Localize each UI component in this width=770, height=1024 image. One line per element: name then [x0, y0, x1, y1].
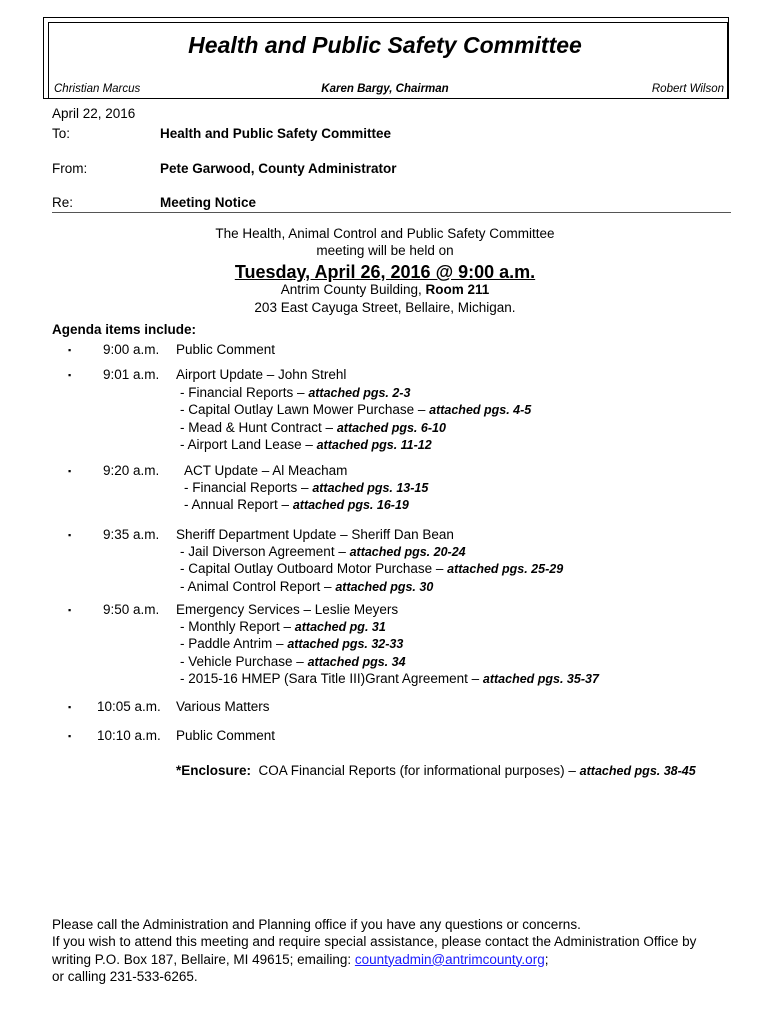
agenda-bullet: ▪ — [68, 530, 72, 540]
agenda-subitem — [180, 402, 531, 417]
agenda-time: 10:10 a.m. — [97, 728, 161, 743]
agenda-subitem-attachment: attached pgs. 11-12 — [316, 437, 432, 452]
agenda-subitem-text: - Financial Reports – — [180, 385, 309, 400]
footer-line-2: If you wish to attend this meeting and require special assistance, please contact the Administration Office by — [52, 934, 697, 950]
agenda-bullet: ▪ — [68, 466, 72, 476]
agenda-subitem — [180, 654, 406, 669]
agenda-subitem-text: - Financial Reports – — [184, 480, 313, 495]
enclosure-attachment: attached pgs. 38-45 — [579, 764, 696, 778]
agenda-subitem-attachment: attached pgs. 34 — [307, 654, 406, 669]
agenda-bullet: ▪ — [68, 345, 72, 355]
enclosure-line — [176, 763, 696, 778]
agenda-bullet: ▪ — [68, 702, 72, 712]
agenda-subitem — [180, 671, 599, 686]
agenda-bullet: ▪ — [68, 605, 72, 615]
member-left: Christian Marcus — [54, 83, 141, 95]
agenda-bullet: ▪ — [68, 731, 72, 741]
agenda-topic: Public Comment — [176, 728, 276, 743]
meeting-date-time: Tuesday, April 26, 2016 @ 9:00 a.m. — [234, 262, 536, 282]
from-value: Pete Garwood, County Administrator — [160, 161, 397, 176]
agenda-bullet: ▪ — [68, 370, 72, 380]
re-value: Meeting Notice — [160, 195, 257, 210]
notice-line-2: meeting will be held on — [316, 243, 454, 258]
agenda-subitem-text: - Vehicle Purchase – — [180, 653, 308, 669]
to-label: To: — [52, 126, 71, 141]
agenda-subitem — [184, 480, 428, 495]
agenda-subitem-attachment: attached pgs. 32-33 — [287, 637, 404, 652]
footer-contact — [52, 916, 696, 985]
to-value: Health and Public Safety Committee — [160, 126, 392, 141]
agenda-subitem — [180, 579, 433, 594]
meeting-address: 203 East Cayuga Street, Bellaire, Michigan. — [254, 300, 516, 315]
agenda-subitem-attachment: attached pgs. 6-10 — [336, 420, 446, 435]
agenda-time: 9:00 a.m. — [103, 342, 160, 357]
memo-divider — [52, 212, 731, 213]
agenda-subitem-text: - Jail Diverson Agreement – — [180, 544, 350, 559]
agenda-time: 9:50 a.m. — [103, 602, 160, 617]
email-link[interactable]: countyadmin@antrimcounty.org — [354, 951, 545, 967]
agenda-subitem-attachment: attached pg. 31 — [294, 620, 386, 634]
agenda-subitem-attachment: attached pgs. 30 — [335, 579, 434, 594]
agenda-subitem-attachment: attached pgs. 20-24 — [349, 545, 466, 559]
agenda-subitem-attachment: attached pgs. 16-19 — [292, 498, 409, 513]
agenda-time: 9:35 a.m. — [103, 527, 160, 542]
agenda-heading: Agenda items include: — [52, 322, 197, 337]
footer-line-3 — [52, 951, 696, 968]
agenda-subitem — [180, 561, 563, 576]
member-chairman: Karen Bargy, Chairman — [321, 83, 449, 95]
agenda-subitem-text: - Capital Outlay Outboard Motor Purchase – — [180, 561, 448, 577]
agenda-subitem-text: - Airport Land Lease – — [180, 436, 317, 452]
agenda-subitem-text: - 2015-16 HMEP (Sara Title III)Grant Agreement – — [180, 670, 483, 686]
location-prefix: Antrim County Building, — [280, 282, 426, 297]
footer-line-1: Please call the Administration and Planning office if you have any questions or concerns. — [52, 917, 581, 932]
footer-line-3-suffix: ; — [544, 951, 549, 967]
agenda-topic: ACT Update – Al Meacham — [184, 463, 348, 478]
agenda-subitem — [180, 636, 403, 651]
agenda-subitem — [184, 497, 409, 512]
agenda-topic: Public Comment — [176, 342, 276, 357]
agenda-topic: Various Matters — [176, 699, 270, 714]
enclosure-text: COA Financial Reports (for informational purposes) – — [251, 763, 580, 778]
agenda-subitem — [180, 385, 410, 400]
agenda-subitem — [180, 420, 446, 435]
agenda-subitem-attachment: attached pgs. 25-29 — [447, 562, 564, 577]
memo-date: April 22, 2016 — [52, 106, 136, 121]
member-right: Robert Wilson — [651, 83, 724, 95]
agenda-subitem-attachment: attached pgs. 35-37 — [482, 671, 599, 686]
footer-line-4: or calling 231-533-6265. — [52, 968, 198, 984]
agenda-topic: Sheriff Department Update – Sheriff Dan Bean — [176, 527, 454, 542]
meeting-location — [0, 282, 770, 297]
committee-title: Health and Public Safety Committee — [188, 32, 582, 58]
agenda-subitem — [180, 437, 432, 452]
from-label: From: — [52, 161, 88, 176]
agenda-topic: Airport Update – John Strehl — [176, 367, 347, 382]
re-label: Re: — [52, 195, 74, 210]
location-room: Room 211 — [425, 282, 490, 297]
agenda-subitem-text: - Monthly Report – — [180, 619, 295, 634]
agenda-subitem-text: - Paddle Antrim – — [180, 636, 288, 652]
agenda-time: 9:01 a.m. — [103, 367, 160, 382]
agenda-subitem-attachment: attached pgs. 4-5 — [429, 403, 532, 418]
notice-line-1: The Health, Animal Control and Public Safety Committee — [215, 226, 555, 241]
agenda-time: 9:20 a.m. — [103, 463, 160, 478]
agenda-subitem-attachment: attached pgs. 13-15 — [312, 481, 429, 495]
agenda-time: 10:05 a.m. — [97, 699, 161, 714]
agenda-subitem-text: - Annual Report – — [184, 497, 293, 513]
agenda-subitem-text: - Mead & Hunt Contract – — [180, 419, 337, 435]
agenda-subitem — [180, 619, 386, 634]
footer-line-3-prefix: writing P.O. Box 187, Bellaire, MI 49615; emailing: — [52, 951, 355, 967]
agenda-subitem-text: - Animal Control Report – — [180, 578, 336, 594]
agenda-topic: Emergency Services – Leslie Meyers — [176, 602, 399, 617]
enclosure-label: *Enclosure: — [176, 763, 252, 778]
agenda-subitem-text: - Capital Outlay Lawn Mower Purchase – — [180, 402, 430, 418]
agenda-subitem — [180, 544, 466, 559]
agenda-subitem-attachment: attached pgs. 2-3 — [308, 386, 411, 400]
